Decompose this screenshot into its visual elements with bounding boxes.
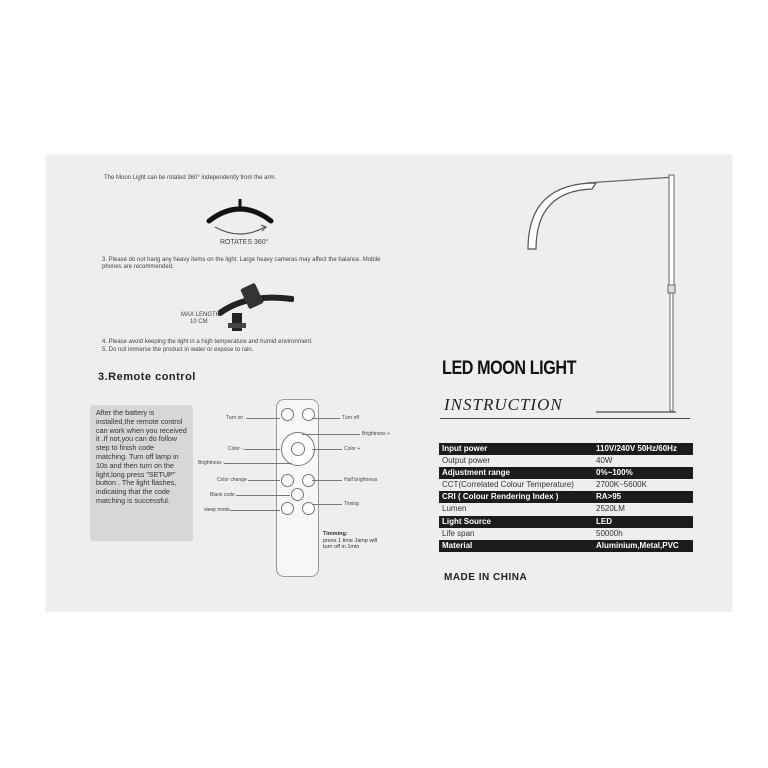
timing-note: [323, 531, 381, 551]
note-4: 4. Please avoid keeping the light in a high temperature and humid environment.: [102, 339, 313, 345]
spec-row: [439, 491, 693, 503]
timing-note-body: press 1 time Jamp will turn off in 1min: [323, 537, 378, 550]
instruction-subtitle: INSTRUCTION: [444, 395, 563, 414]
spec-row: [439, 540, 693, 552]
leader-line: [236, 495, 290, 496]
leader-line: [230, 510, 280, 511]
floor-lamp-illustration: [516, 169, 706, 419]
spec-row: [439, 479, 693, 491]
blank-code-button[interactable]: [291, 488, 304, 501]
label-blank-code: Blank code: [210, 492, 235, 498]
spec-value: 110V/240V 50Hz/60Hz: [596, 444, 677, 453]
label-sleep-mode: sleep mode: [204, 507, 230, 513]
max-length-label: MAX LENGTH:: [181, 312, 222, 318]
spec-row: [439, 516, 693, 528]
spec-value: LED: [596, 516, 612, 526]
leader-line: [248, 480, 280, 481]
leader-line: [312, 504, 342, 505]
spec-label: Lumen: [442, 504, 467, 514]
rotation-note: The Moon Light can be rotated 360° independently from the arm.: [104, 175, 277, 181]
note-5: 5. Do not immerse the product in water or expose to rain.: [102, 347, 254, 353]
spec-label: Adjustment range: [442, 468, 511, 478]
spec-label: Life span: [442, 528, 475, 538]
spec-row: [439, 528, 693, 540]
label-turn-off: Turn off: [342, 415, 359, 421]
sleep-mode-button[interactable]: [281, 502, 294, 515]
spec-label: CCT(Correlated Colour Temperature): [442, 480, 574, 490]
spec-value: 50000h: [596, 528, 623, 538]
leader-line: [224, 463, 292, 464]
label-brightness-plus: Brightness +: [362, 431, 390, 437]
max-length-value: 10 CM: [190, 319, 208, 325]
spec-row: [439, 503, 693, 515]
rotates-label: ROTATES 360°: [220, 239, 269, 246]
label-brightness-minus: Brightness -: [198, 460, 225, 466]
leader-line: [312, 449, 342, 450]
spec-table: [439, 443, 693, 552]
spec-label: Material: [442, 540, 473, 550]
spec-label: Input power: [442, 444, 488, 453]
remote-control: [276, 399, 319, 577]
note-3: 3. Please do not hang any heavy items on the light. Large heavy cameras may affect the balance. Mobile phones are recommended.: [102, 257, 381, 270]
product-title: LED MOON LIGHT: [442, 358, 577, 379]
label-timing: Timing: [344, 501, 359, 507]
battery-instructions: After the battery is installed,the remote control can work when you received it .If not,you can do follow step to finish code matching. Turn off lamp in 10s and then turn on the light,long press "SETUP" button . The light flashes, indicating that the code matching is successful.: [90, 405, 193, 541]
spec-value: RA>95: [596, 492, 622, 502]
leader-line: [312, 418, 340, 419]
spec-row: [439, 467, 693, 479]
instruction-sheet: [46, 155, 732, 610]
color-change-button[interactable]: [281, 474, 294, 487]
leader-line: [244, 449, 280, 450]
spec-row: [439, 455, 693, 467]
label-color-minus: Color -: [228, 446, 244, 452]
spec-label: Light Source: [442, 516, 491, 526]
label-color-plus: Color +: [344, 446, 361, 452]
spec-row: [439, 443, 693, 455]
spec-value: 40W: [596, 456, 613, 466]
label-turn-on: Turn on: [226, 415, 244, 421]
label-color-change: Color change: [217, 477, 247, 483]
subtitle-underline: [440, 418, 690, 419]
timing-note-title: Timming:: [323, 531, 348, 537]
spec-label: CRI ( Colour Rendering Index ): [442, 492, 559, 502]
spec-value: Aluminium,Metal,PVC: [596, 540, 679, 550]
spec-value: 2520LM: [596, 504, 625, 514]
turn-off-button[interactable]: [302, 408, 315, 421]
made-in-label: MADE IN CHINA: [444, 572, 528, 583]
spec-value: 2700K~5600K: [596, 480, 647, 490]
leader-line: [312, 480, 342, 481]
turn-on-button[interactable]: [281, 408, 294, 421]
leader-line: [246, 418, 280, 419]
label-half-brightness: Half brightness: [344, 477, 378, 483]
leader-line: [302, 434, 360, 435]
d-pad-center[interactable]: [291, 442, 305, 456]
remote-section-title: 3.Remote control: [98, 371, 196, 383]
spec-label: Output power: [442, 456, 491, 466]
spec-value: 0%~100%: [596, 468, 633, 478]
phone-clamp-illustration: [218, 279, 294, 337]
